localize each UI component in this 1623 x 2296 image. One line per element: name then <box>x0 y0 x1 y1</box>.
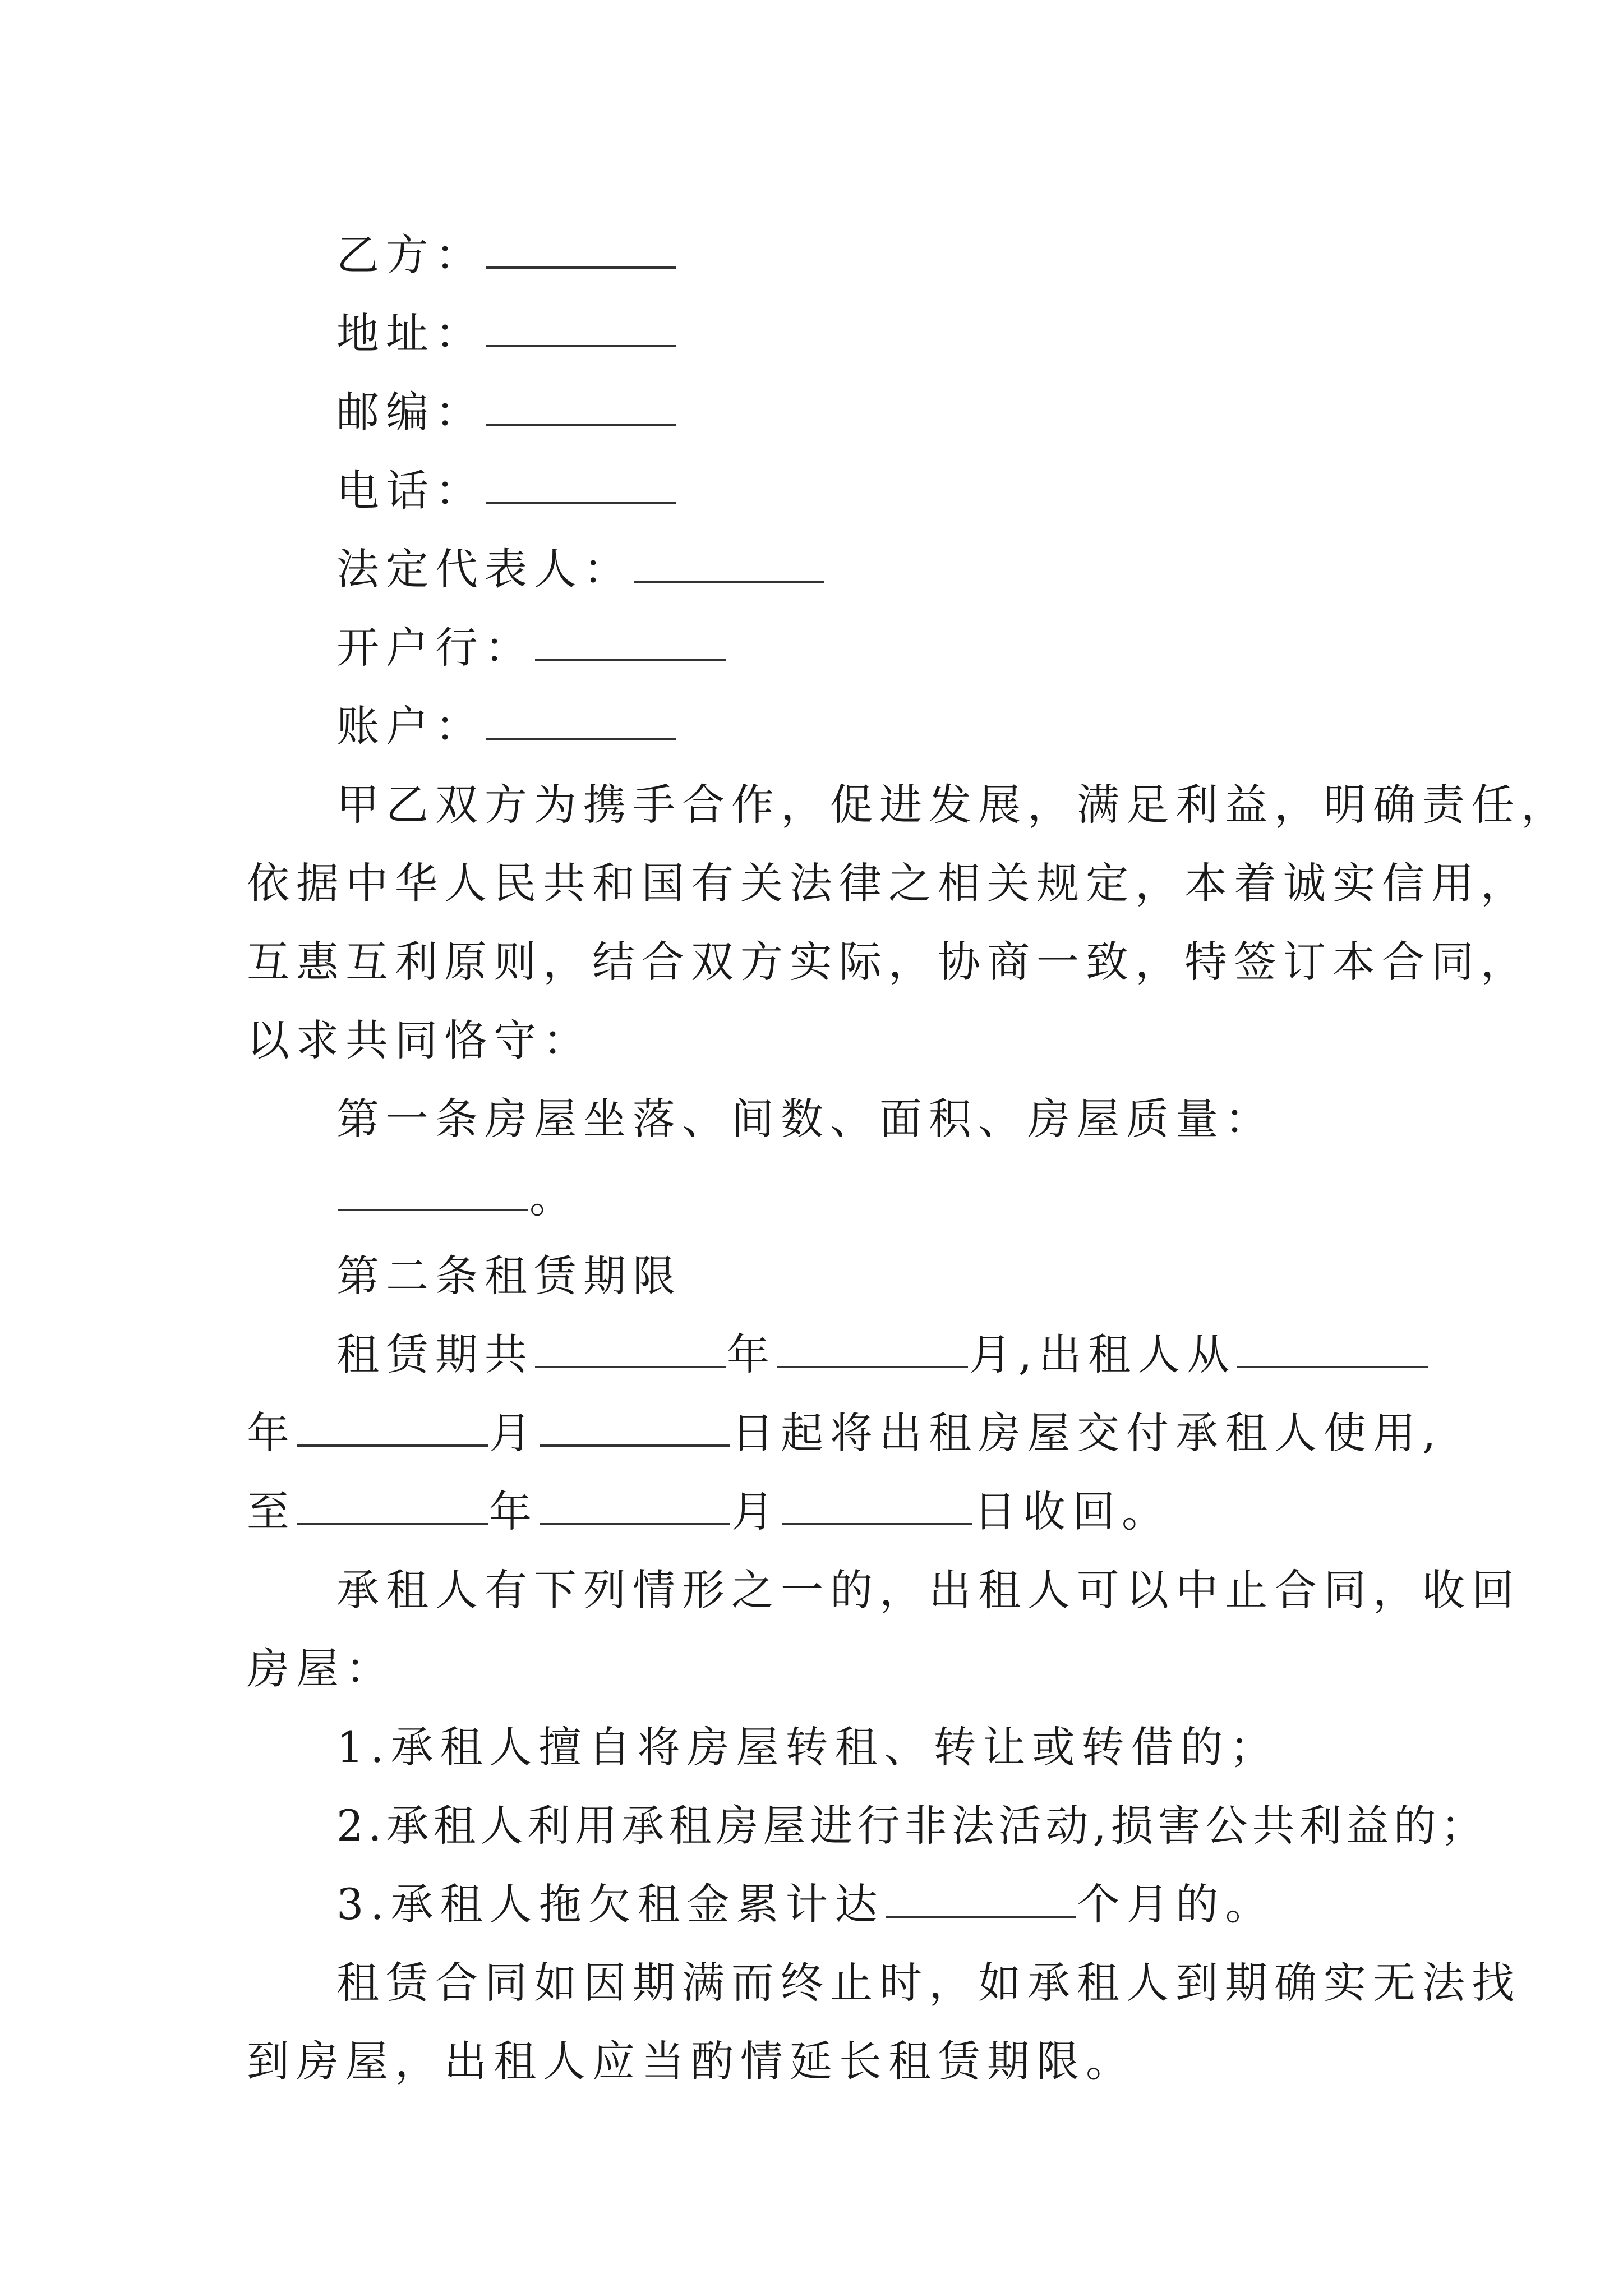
lease-years-blank[interactable] <box>535 1366 726 1368</box>
month-label: 月 <box>489 1408 538 1458</box>
field-address <box>247 295 1391 373</box>
account-blank[interactable] <box>486 738 676 740</box>
preamble-line-2: 依据中华人民共和国有关法律之相关规定，本着诚实信用， <box>247 858 1530 908</box>
field-postcode <box>247 373 1391 452</box>
expiry-line-1: 租赁合同如因期满而终止时，如承租人到期确实无法找 <box>336 1958 1521 2008</box>
end-year-blank[interactable] <box>297 1523 488 1525</box>
start-month-blank[interactable] <box>297 1444 488 1447</box>
preamble-line-1: 甲乙双方为携手合作，促进发展，满足利益，明确责任， <box>336 780 1570 830</box>
article-1-fill <box>247 1158 1391 1237</box>
postcode-blank[interactable] <box>486 424 676 426</box>
arrears-label: 3.承租人拖欠租金累计达 <box>336 1879 884 1929</box>
account-label: 账户： <box>336 701 485 751</box>
termination-intro-1: 承租人有下列情形之一的，出租人可以中止合同，收回 <box>336 1565 1521 1615</box>
field-party-b <box>247 216 1391 295</box>
lease-months-blank[interactable] <box>777 1366 968 1368</box>
article-2-line-3 <box>247 1473 1391 1551</box>
year-label: 年 <box>247 1408 296 1458</box>
return-text: 日收回。 <box>974 1487 1171 1536</box>
arrears-months-blank[interactable] <box>886 1916 1076 1918</box>
termination-item-2: 2.承租人利用承租房屋进行非法活动,损害公共利益的； <box>336 1801 1488 1851</box>
end-month-blank[interactable] <box>540 1523 730 1525</box>
termination-intro-2: 房屋： <box>247 1644 395 1694</box>
month-from-label: 月,出租人从 <box>969 1329 1237 1379</box>
bank-label: 开户行： <box>336 623 534 673</box>
field-legal-rep <box>247 530 1391 609</box>
party-b-label: 乙方： <box>336 230 485 280</box>
handover-text: 日起将出租房屋交付承租人使用, <box>731 1408 1443 1458</box>
field-account <box>247 687 1391 766</box>
article-2-title: 第二条租赁期限 <box>336 1251 682 1301</box>
preamble-line-4: 以求共同恪守： <box>247 1015 592 1065</box>
bank-blank[interactable] <box>535 659 726 661</box>
lease-term-label: 租赁期共 <box>336 1329 534 1379</box>
contract-page <box>247 216 1570 2101</box>
article-2-line-1 <box>247 1315 1391 1394</box>
article-1-blank[interactable] <box>338 1209 528 1211</box>
end-day-blank[interactable] <box>782 1523 972 1525</box>
start-year-blank[interactable] <box>1237 1366 1428 1368</box>
preamble-line-3: 互惠互利原则，结合双方实际，协商一致，特签订本合同， <box>247 937 1530 987</box>
until-label: 至 <box>247 1487 296 1536</box>
article-1-end: 。 <box>529 1172 579 1222</box>
article-2-line-2 <box>247 1394 1443 1473</box>
start-day-blank[interactable] <box>540 1444 730 1447</box>
arrears-suffix: 个月的。 <box>1077 1879 1275 1929</box>
month-label: 月 <box>731 1487 781 1536</box>
year-label: 年 <box>489 1487 538 1536</box>
termination-item-3 <box>247 1865 1391 1944</box>
expiry-line-2: 到房屋，出租人应当酌情延长租赁期限。 <box>247 2036 1135 2086</box>
party-b-blank[interactable] <box>486 266 676 269</box>
address-label: 地址： <box>336 309 485 358</box>
article-1-title: 第一条房屋坐落、间数、面积、房屋质量： <box>336 1094 1274 1144</box>
phone-blank[interactable] <box>486 502 676 504</box>
year-label: 年 <box>727 1329 776 1379</box>
legal-rep-label: 法定代表人： <box>336 544 633 594</box>
field-phone <box>247 452 1391 530</box>
legal-rep-blank[interactable] <box>634 581 824 583</box>
termination-item-1: 1.承租人擅自将房屋转租、转让或转借的； <box>336 1722 1279 1772</box>
phone-label: 电话： <box>336 466 485 516</box>
field-bank <box>247 609 1391 687</box>
postcode-label: 邮编： <box>336 387 485 437</box>
address-blank[interactable] <box>486 345 676 347</box>
